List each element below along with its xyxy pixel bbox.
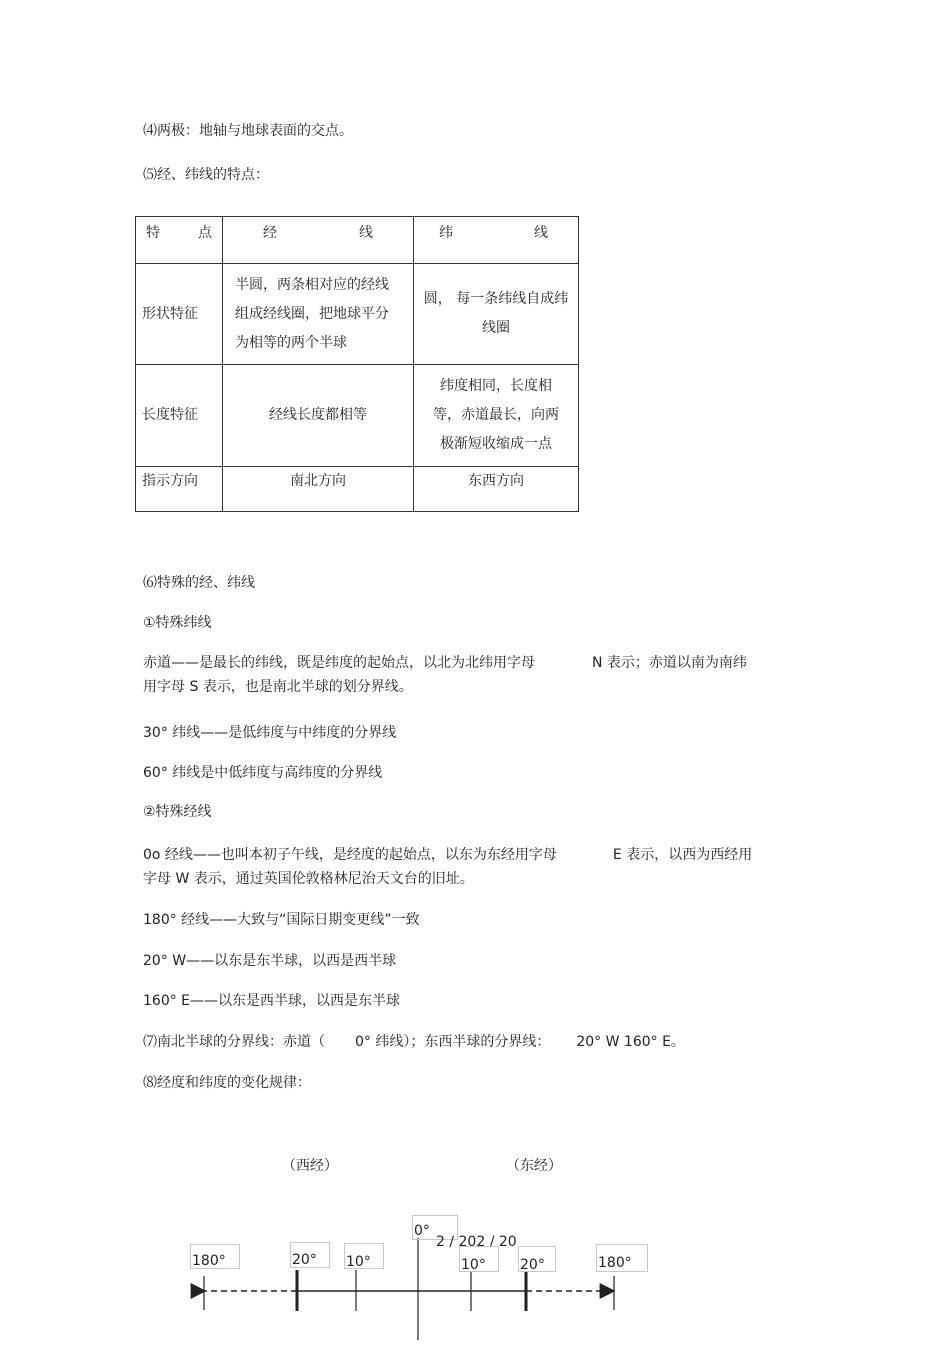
- header-latitude: 纬 线: [414, 217, 579, 264]
- cell-lon-shape: 半圆，两条相对应的经线组成经线圈，把地球平分为相等的两个半球: [223, 264, 414, 365]
- header-feature: 特 点: [136, 217, 223, 264]
- label-20-east: 20°: [518, 1246, 556, 1272]
- label-180-east: 180°: [596, 1244, 648, 1272]
- row-label-length: 长度特征: [136, 365, 223, 467]
- page-marker: 2 / 202 / 20: [436, 1234, 517, 1250]
- lon-20w-line: 20° W——以东是东半球，以西是西半球: [143, 953, 397, 969]
- cell-lat-length: 纬度相同，长度相等，赤道最长，向两极渐短收缩成一点: [414, 365, 579, 467]
- row-label-direction: 指示方向: [136, 467, 223, 512]
- item-4-poles: ⑷两极：地轴与地球表面的交点。: [143, 123, 353, 139]
- item-5-heading: ⑸经、纬线的特点：: [143, 167, 269, 183]
- lon-160e-line: 160° E——以东是西半球，以西是东半球: [143, 993, 401, 1009]
- label-10-east: 10°: [459, 1246, 499, 1272]
- lon-180-line: 180° 经线——大致与“国际日期变更线”一致: [143, 912, 420, 928]
- item-6-heading: ⑹特殊的经、纬线: [143, 575, 255, 591]
- cell-lat-shape: 圆， 每一条纬线自成纬线圈: [414, 264, 579, 365]
- special-latitudes-heading: ①特殊纬线: [143, 615, 212, 631]
- special-longitudes-heading: ②特殊经线: [143, 804, 212, 820]
- cell-lon-length: 经线长度都相等: [223, 365, 414, 467]
- label-0-degree: 0°: [412, 1215, 458, 1240]
- label-180-west: 180°: [190, 1244, 240, 1269]
- cell-lon-direction: 南北方向: [223, 467, 414, 512]
- label-20-west: 20°: [290, 1242, 330, 1268]
- prime-meridian-paragraph: 0o 经线——也叫本初子午线，是经度的起始点，以东为东经用字母 E 表示，以西为西经用 字母 W 表示，通过英国伦敦格林尼治天文台的旧址。: [143, 847, 753, 887]
- lat-60-line: 60° 纬线是中低纬度与高纬度的分界线: [143, 765, 383, 781]
- label-10-west: 10°: [344, 1243, 384, 1269]
- header-longitude: 经 线: [223, 217, 414, 264]
- equator-paragraph: 赤道——是最长的纬线，既是纬度的起始点，以北为北纬用字母 N 表示；赤道以南为南纬 用字母 S 表示，也是南北半球的划分界线。: [143, 655, 747, 695]
- item-7-boundaries: ⑺南北半球的分界线：赤道（ 0° 纬线）；东西半球的分界线： 20° W 160° E。: [143, 1034, 685, 1050]
- east-longitude-label: （东经）: [506, 1158, 562, 1174]
- row-label-shape: 形状特征: [136, 264, 223, 365]
- west-longitude-label: （西经）: [282, 1158, 338, 1174]
- lat-30-line: 30° 纬线——是低纬度与中纬度的分界线: [143, 725, 397, 741]
- cell-lat-direction: 东西方向: [414, 467, 579, 512]
- item-8-heading: ⑻经度和纬度的变化规律：: [143, 1075, 311, 1091]
